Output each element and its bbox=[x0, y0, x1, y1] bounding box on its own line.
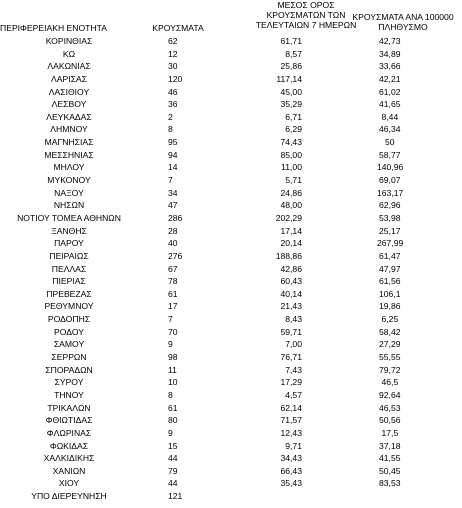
header-region: ΠΕΡΙΦΕΡΕΙΑΚΗ ΕΝΟΤΗΤΑ bbox=[0, 22, 107, 33]
cases-per-100000: 140,96 bbox=[377, 162, 404, 173]
case-count: 98 bbox=[168, 352, 178, 363]
cases-per-100000: 106,1 bbox=[379, 288, 401, 299]
case-count: 95 bbox=[168, 137, 178, 148]
cases-per-100000: 19,86 bbox=[379, 301, 401, 312]
case-count: 28 bbox=[168, 225, 178, 236]
region-name: ΛΗΜΝΟΥ bbox=[50, 124, 88, 135]
cases-per-100000: 58,42 bbox=[379, 326, 401, 337]
case-count: 94 bbox=[168, 149, 178, 160]
table-row bbox=[0, 161, 462, 174]
cases-per-100000: 42,21 bbox=[379, 73, 401, 84]
table-row bbox=[0, 465, 462, 478]
case-count: 34 bbox=[168, 187, 178, 198]
region-name: ΣΥΡΟΥ bbox=[54, 377, 84, 388]
case-count: 8 bbox=[168, 389, 173, 400]
region-name: ΥΠΟ ΔΙΕΡΕΥΝΗΣΗ bbox=[31, 491, 107, 502]
header-per-line-2: ΠΛΗΘΥΣΜΟ bbox=[378, 22, 428, 33]
seven-day-average: 6,71 bbox=[285, 111, 302, 122]
seven-day-average: 12,43 bbox=[280, 427, 302, 438]
table-row bbox=[0, 389, 462, 402]
cases-per-100000: 92,64 bbox=[379, 389, 401, 400]
cases-per-100000: 50,56 bbox=[379, 415, 401, 426]
case-count: 61 bbox=[168, 402, 178, 413]
header-cases: ΚΡΟΥΣΜΑΤΑ bbox=[152, 22, 204, 33]
cases-per-100000: 41,65 bbox=[379, 99, 401, 110]
region-name: ΣΠΟΡΑΔΩΝ bbox=[45, 364, 93, 375]
seven-day-average: 5,71 bbox=[285, 175, 302, 186]
case-count: 7 bbox=[168, 175, 173, 186]
cases-per-100000: 61,02 bbox=[379, 86, 401, 97]
seven-day-average: 8,43 bbox=[285, 314, 302, 325]
case-count: 10 bbox=[168, 377, 178, 388]
cases-per-100000: 46,34 bbox=[379, 124, 401, 135]
case-count: 62 bbox=[168, 36, 178, 46]
seven-day-average: 42,86 bbox=[280, 263, 302, 274]
seven-day-average: 74,43 bbox=[280, 137, 302, 148]
seven-day-average: 85,00 bbox=[280, 149, 302, 160]
table-row bbox=[0, 351, 462, 364]
cases-per-100000: 37,18 bbox=[379, 440, 401, 451]
region-name: ΛΑΣΙΘΙΟΥ bbox=[48, 86, 90, 97]
header-avg-line-1: ΜΕΣΟΣ ΟΡΟΣ bbox=[277, 0, 335, 10]
region-name: ΧΙΟΥ bbox=[58, 478, 80, 489]
case-count: 78 bbox=[168, 276, 178, 287]
table-row bbox=[0, 402, 462, 415]
table-row bbox=[0, 225, 462, 238]
table-row bbox=[0, 123, 462, 136]
seven-day-average: 60,43 bbox=[280, 276, 302, 287]
cases-per-100000: 46,53 bbox=[379, 402, 401, 413]
region-name: ΦΩΚΙΔΑΣ bbox=[49, 440, 89, 451]
table-row bbox=[0, 414, 462, 427]
case-count: 2 bbox=[168, 111, 173, 122]
case-count: 15 bbox=[168, 440, 178, 451]
region-name: ΤΗΝΟΥ bbox=[54, 389, 84, 400]
cases-per-100000: 61,56 bbox=[379, 276, 401, 287]
table-row bbox=[0, 199, 462, 212]
table-body bbox=[0, 35, 462, 503]
region-name: ΝΗΣΩΝ bbox=[53, 200, 85, 211]
region-name: ΣΑΜΟΥ bbox=[53, 339, 85, 350]
seven-day-average: 25,86 bbox=[280, 61, 302, 72]
region-name: ΤΡΙΚΑΛΩΝ bbox=[47, 402, 91, 413]
case-count: 9 bbox=[168, 339, 173, 350]
header-per-line-1: ΚΡΟΥΣΜΑΤΑ ΑΝΑ 100000 bbox=[352, 12, 454, 22]
cases-per-100000: 79,72 bbox=[379, 364, 401, 375]
region-name: ΜΥΚΟΝΟΥ bbox=[47, 175, 91, 186]
region-name: ΠΙΕΡΙΑΣ bbox=[52, 276, 86, 287]
seven-day-average: 188,86 bbox=[275, 250, 302, 261]
region-name: ΠΕΛΛΑΣ bbox=[51, 263, 87, 274]
case-count: 30 bbox=[168, 61, 178, 72]
cases-per-100000: 42,73 bbox=[379, 36, 401, 46]
seven-day-average: 71,57 bbox=[280, 415, 302, 426]
case-count: 120 bbox=[168, 73, 183, 84]
region-name: ΛΕΥΚΑΔΑΣ bbox=[46, 111, 92, 122]
cases-per-100000: 25,17 bbox=[379, 225, 401, 236]
table-row bbox=[0, 136, 462, 149]
region-name: ΠΕΙΡΑΙΩΣ bbox=[49, 250, 89, 261]
cases-per-100000: 41,55 bbox=[379, 453, 401, 464]
cases-per-100000: 58,77 bbox=[379, 149, 401, 160]
table-row bbox=[0, 35, 462, 48]
seven-day-average: 7,00 bbox=[285, 339, 302, 350]
region-name: ΦΘΙΩΤΙΔΑΣ bbox=[45, 415, 93, 426]
cases-per-100000: 53,98 bbox=[379, 212, 401, 223]
table-row bbox=[0, 288, 462, 301]
region-name: ΛΑΡΙΣΑΣ bbox=[51, 73, 87, 84]
cases-per-100000: 34,89 bbox=[379, 48, 401, 59]
table-row bbox=[0, 326, 462, 339]
table-row bbox=[0, 237, 462, 250]
case-count: 121 bbox=[168, 491, 183, 502]
region-name: ΚΟΡΙΝΘΙΑΣ bbox=[45, 36, 93, 46]
cases-per-100000: 163,17 bbox=[377, 187, 404, 198]
region-name: ΦΛΩΡΙΝΑΣ bbox=[46, 427, 92, 438]
header-avg-line-2: ΚΡΟΥΣΜΑΤΩΝ ΤΩΝ bbox=[266, 10, 346, 21]
region-name: ΛΑΚΩΝΙΑΣ bbox=[47, 61, 91, 72]
case-count: 17 bbox=[168, 301, 178, 312]
region-name: ΜΕΣΣΗΝΙΑΣ bbox=[44, 149, 94, 160]
cases-per-100000: 8,44 bbox=[381, 111, 399, 122]
cases-per-100000: 27,29 bbox=[379, 339, 401, 350]
seven-day-average: 59,71 bbox=[280, 326, 302, 337]
seven-day-average: 48,00 bbox=[280, 200, 302, 211]
case-count: 9 bbox=[168, 427, 173, 438]
table-row bbox=[0, 490, 462, 503]
table-row bbox=[0, 98, 462, 111]
seven-day-average: 40,14 bbox=[280, 288, 302, 299]
seven-day-average: 117,14 bbox=[276, 73, 302, 84]
table-row bbox=[0, 338, 462, 351]
table-row bbox=[0, 427, 462, 440]
cases-per-100000: 46,5 bbox=[381, 377, 399, 388]
table-row bbox=[0, 300, 462, 313]
table-row bbox=[0, 376, 462, 389]
case-count: 44 bbox=[168, 453, 178, 464]
seven-day-average: 9,71 bbox=[285, 440, 302, 451]
region-name: ΠΑΡΟΥ bbox=[54, 238, 84, 249]
seven-day-average: 11,00 bbox=[281, 162, 302, 173]
table-row bbox=[0, 86, 462, 99]
case-count: 8 bbox=[168, 124, 173, 135]
cases-per-100000: 50 bbox=[385, 137, 395, 148]
region-name: ΜΗΛΟΥ bbox=[53, 162, 85, 173]
case-count: 70 bbox=[168, 326, 178, 337]
seven-day-average: 17,14 bbox=[280, 225, 302, 236]
seven-day-average: 61,71 bbox=[280, 36, 302, 46]
table-header bbox=[0, 0, 462, 34]
seven-day-average: 34,43 bbox=[280, 453, 302, 464]
seven-day-average: 7,43 bbox=[285, 364, 302, 375]
header-avg-line-3: ΤΕΛΕΥΤΑΙΩΝ 7 ΗΜΕΡΩΝ bbox=[255, 20, 357, 31]
case-count: 44 bbox=[168, 478, 178, 489]
cases-per-100000: 83,53 bbox=[379, 478, 401, 489]
case-count: 67 bbox=[168, 263, 178, 274]
cases-per-100000: 55,55 bbox=[379, 352, 401, 363]
seven-day-average: 35,43 bbox=[280, 478, 302, 489]
table-row bbox=[0, 60, 462, 73]
table-row bbox=[0, 187, 462, 200]
seven-day-average: 6,29 bbox=[285, 124, 302, 135]
cases-per-100000: 69,07 bbox=[379, 175, 401, 186]
seven-day-average: 8,57 bbox=[285, 48, 302, 59]
table-row bbox=[0, 111, 462, 124]
case-count: 7 bbox=[168, 314, 173, 325]
region-name: ΧΑΝΙΩΝ bbox=[52, 465, 86, 476]
case-count: 46 bbox=[168, 86, 178, 97]
table-row bbox=[0, 174, 462, 187]
seven-day-average: 4,57 bbox=[285, 389, 302, 400]
seven-day-average: 24,86 bbox=[280, 187, 302, 198]
region-name: ΡΟΔΟΥ bbox=[54, 326, 84, 337]
case-count: 12 bbox=[168, 48, 178, 59]
table-row bbox=[0, 149, 462, 162]
seven-day-average: 202,29 bbox=[275, 212, 302, 223]
region-name: ΡΕΘΥΜΝΟΥ bbox=[44, 301, 94, 312]
table-row bbox=[0, 73, 462, 86]
case-count: 286 bbox=[168, 212, 183, 223]
table-row bbox=[0, 452, 462, 465]
case-count: 276 bbox=[168, 250, 183, 261]
case-count: 79 bbox=[168, 465, 178, 476]
region-name: ΝΟΤΙΟΥ ΤΟΜΕΑ ΑΘΗΝΩΝ bbox=[17, 212, 121, 223]
seven-day-average: 76,71 bbox=[280, 352, 302, 363]
region-name: ΞΑΝΘΗΣ bbox=[51, 225, 87, 236]
seven-day-average: 62,14 bbox=[280, 402, 302, 413]
case-count: 40 bbox=[168, 238, 178, 249]
seven-day-average: 17,29 bbox=[280, 377, 302, 388]
table-row bbox=[0, 364, 462, 377]
region-name: ΝΑΞΟΥ bbox=[54, 187, 84, 198]
region-name: ΡΟΔΟΠΗΣ bbox=[47, 314, 91, 325]
header-per-100000 bbox=[346, 12, 460, 32]
table-row bbox=[0, 250, 462, 263]
region-name: ΚΩ bbox=[62, 48, 76, 59]
seven-day-average: 45,00 bbox=[280, 86, 302, 97]
cases-per-100000: 17,5 bbox=[381, 427, 399, 438]
cases-per-100000: 61,47 bbox=[379, 250, 401, 261]
table-row bbox=[0, 477, 462, 490]
table-row bbox=[0, 48, 462, 61]
cases-per-100000: 267,99 bbox=[377, 238, 404, 249]
table-row bbox=[0, 212, 462, 225]
case-count: 11 bbox=[168, 364, 177, 375]
region-name: ΜΑΓΝΗΣΙΑΣ bbox=[44, 137, 94, 148]
table-row bbox=[0, 440, 462, 453]
table-row bbox=[0, 263, 462, 276]
seven-day-average: 66,43 bbox=[280, 465, 302, 476]
region-name: ΠΡΕΒΕΖΑΣ bbox=[46, 288, 92, 299]
case-count: 80 bbox=[168, 415, 178, 426]
cases-per-100000: 62,96 bbox=[379, 200, 401, 211]
case-count: 36 bbox=[168, 99, 178, 110]
cases-per-100000: 50,45 bbox=[379, 465, 401, 476]
region-name: ΧΑΛΚΙΔΙΚΗΣ bbox=[43, 453, 95, 464]
case-count: 47 bbox=[168, 200, 178, 211]
region-name: ΛΕΣΒΟΥ bbox=[51, 99, 87, 110]
cases-per-100000: 47,97 bbox=[379, 263, 401, 274]
region-name: ΣΕΡΡΩΝ bbox=[51, 352, 87, 363]
seven-day-average: 21,43 bbox=[280, 301, 302, 312]
cases-per-100000: 33,66 bbox=[379, 61, 401, 72]
cases-per-100000: 6,25 bbox=[381, 314, 399, 325]
table-row bbox=[0, 313, 462, 326]
seven-day-average: 20,14 bbox=[280, 238, 302, 249]
case-count: 14 bbox=[168, 162, 178, 173]
table-row bbox=[0, 275, 462, 288]
case-count: 61 bbox=[168, 288, 178, 299]
seven-day-average: 35,29 bbox=[280, 99, 302, 110]
